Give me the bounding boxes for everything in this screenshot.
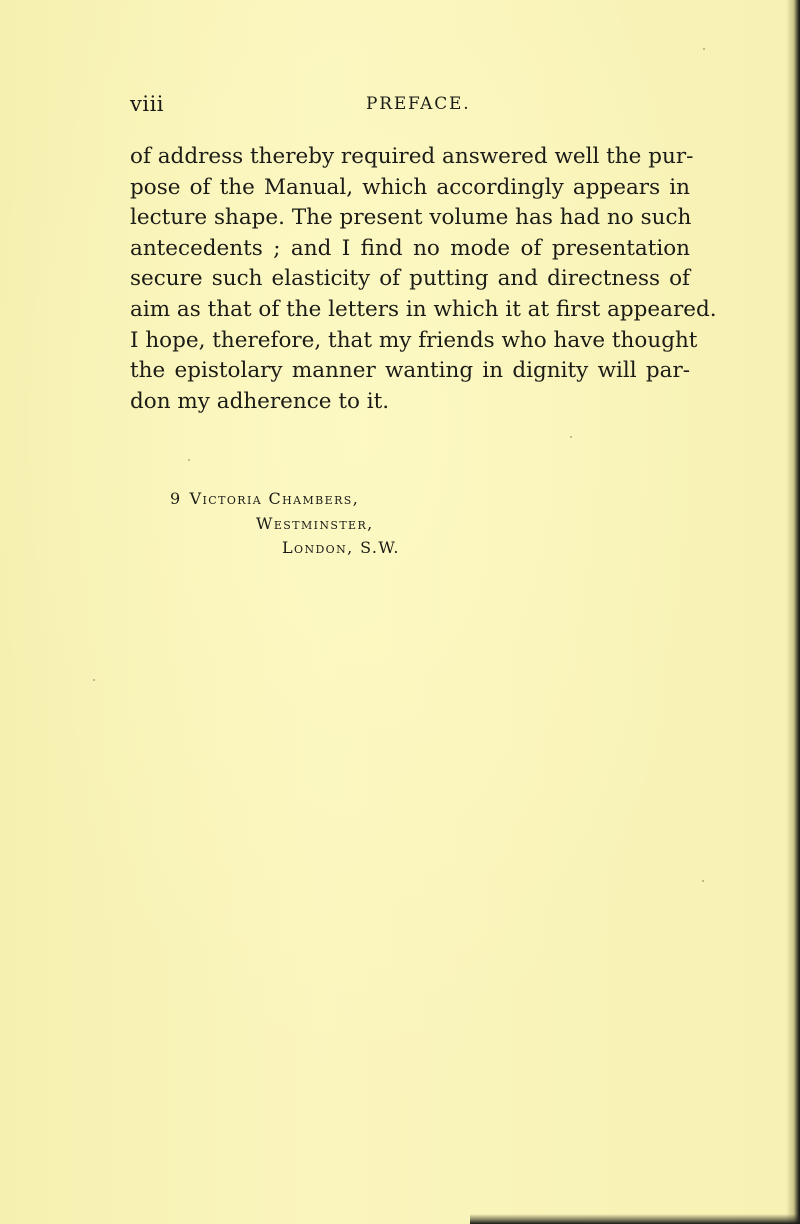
address-street: Victoria Chambers, xyxy=(189,489,360,508)
text-line: don my adherence to it. xyxy=(130,388,390,414)
text-line: aim as that of the letters in which it at first appeared. xyxy=(130,296,717,322)
text-line: secure such elasticity of putting and directness of xyxy=(130,266,690,292)
paper-speck xyxy=(93,679,95,681)
page-number: viii xyxy=(130,92,165,116)
address-number: 9 xyxy=(170,489,182,508)
text-line: antecedents ; and I find no mode of presentation xyxy=(130,235,690,261)
paper-speck xyxy=(703,48,705,50)
address-signoff xyxy=(170,487,590,561)
paper-speck xyxy=(570,436,572,438)
text-line: of address thereby required answered well the pur- xyxy=(130,144,694,169)
page-edge-shadow xyxy=(786,0,800,1224)
page-bottom-shadow xyxy=(470,1214,800,1224)
running-head-title: PREFACE. xyxy=(366,94,471,114)
text-line: the epistolary manner wanting in dignity will par- xyxy=(130,358,690,384)
running-head xyxy=(130,92,678,118)
text-line: I hope, therefore, that my friends who have thought xyxy=(130,327,698,353)
text-line: pose of the Manual, which accordingly appears in xyxy=(130,174,690,200)
address-line-3: London, S.W. xyxy=(282,538,400,557)
paper-speck xyxy=(702,880,704,882)
paper-speck xyxy=(188,459,190,461)
address-line-2: Westminster, xyxy=(256,513,374,533)
text-line: lecture shape. The present volume has had no such xyxy=(130,205,692,231)
preface-paragraph xyxy=(130,142,717,417)
address-line-1 xyxy=(170,487,590,512)
